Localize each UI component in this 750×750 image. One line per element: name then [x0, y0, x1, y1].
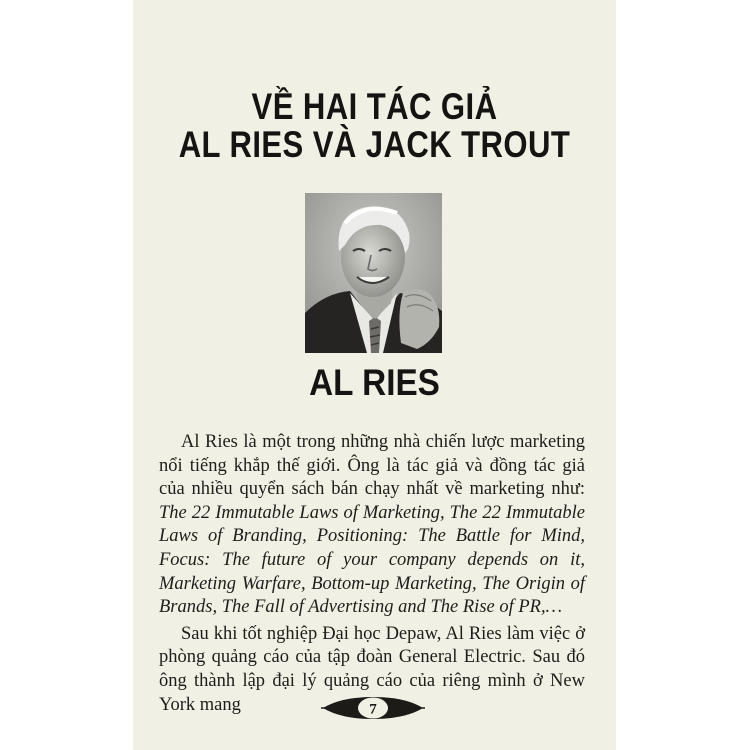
author-portrait-image [305, 193, 442, 353]
heading-line-1: VỀ HAI TÁC GIẢ [251, 86, 498, 127]
body-text [159, 431, 585, 717]
paragraph-2: Sau khi tốt nghiệp Đại học Depaw, Al Ries làm việc ở phòng quảng cáo của tập đoàn General Electric. Sau đó ông thành lập đại lý quảng cáo của riêng mình ở New York mang [159, 623, 585, 715]
book-page [133, 0, 616, 750]
page-number: 7 [369, 701, 377, 718]
heading-line-2: AL RIES VÀ JACK TROUT [178, 124, 571, 165]
section-title: AL RIES [309, 362, 440, 403]
page-number-ornament [321, 693, 425, 723]
book-list: The 22 Immutable Laws of Marketing, The 22 Immutable Laws of Branding, Positioning: The Battle for Mind, Focus: The future of your company depends on it, Marketing Warfare, Bottom-up Marketing, The Origin of Brands, The Fall of Advertising and The Rise of PR,… [159, 502, 585, 618]
author-photo [305, 193, 442, 353]
paragraph-1 [159, 431, 585, 620]
paragraph-1-intro: Al Ries là một trong những nhà chiến lược marketing nổi tiếng khắp thế giới. Ông là tác giả và đồng tác giả của nhiều quyển sách bán chạy nhất về marketing như: [159, 432, 585, 500]
